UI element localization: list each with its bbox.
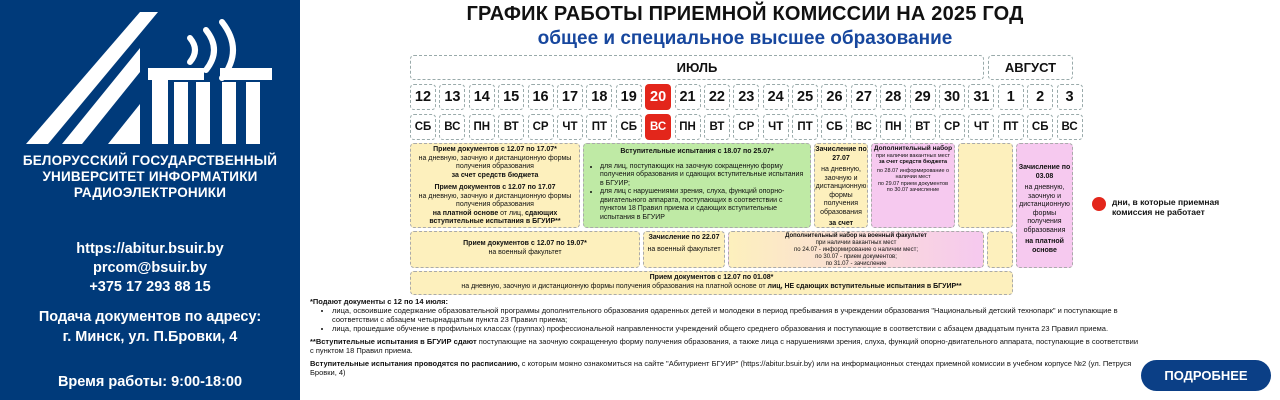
calendar-weekday: ЧТ [557, 114, 583, 140]
calendar-weekday: ВС [645, 114, 671, 140]
calendar-day: 14 [469, 84, 495, 110]
phone-number: +375 17 293 88 15 [89, 279, 211, 295]
footnote-item: • лица, освоившие содержание образовательной программы дополнительного образования одаренных детей и молодежи в период пребывания в учреждении образования "Национальный детский технопарк" и поступающие в соответствии с абзацем четырнадцатым пункта 23 Правил приема; [332, 306, 1140, 324]
block-heading: Дополнительный набор на военный факультет [785, 233, 927, 239]
entrance-exams-block [583, 143, 811, 228]
block-text-bold: на платной основе [1025, 238, 1064, 254]
block-text: по 30.07 - прием документов; [815, 254, 897, 260]
block-text: по 29.07 прием документов [877, 180, 949, 187]
calendar-spacer [958, 143, 1013, 228]
block-heading: Зачисление по 03.08 [1018, 164, 1071, 180]
calendar-day: 21 [675, 84, 701, 110]
block-text-bold: лиц, НЕ сдающих вступительные испытания в БГУИР** [767, 282, 962, 290]
month-august: АВГУСТ [988, 55, 1073, 80]
enrollment-03-block [1016, 143, 1073, 268]
military-additional-block [728, 231, 984, 268]
calendar-weekday: ВС [851, 114, 877, 140]
address-label: Подача документов по адресу: [38, 309, 262, 325]
block-heading: Прием документов с 12.07 по 01.08* [649, 274, 774, 281]
block-text: на дневную, заочную и дистанционную формы получения образования [815, 166, 867, 216]
block-text: на военный факультет [647, 245, 721, 253]
calendar-weekday: СБ [616, 114, 642, 140]
footnote-heading: Вступительные испытания проводятся по расписанию, [310, 359, 520, 368]
block-text-bold: на платной основе [432, 209, 499, 217]
calendar-day: 19 [616, 84, 642, 110]
month-july: ИЮЛЬ [410, 55, 984, 80]
paid-admission-block [410, 271, 1013, 295]
block-text: по 30.07 зачисление [886, 187, 940, 193]
calendar-day: 17 [557, 84, 583, 110]
calendar-spacer [987, 231, 1013, 268]
calendar-weekday: ВС [439, 114, 465, 140]
calendar-day: 29 [910, 84, 936, 110]
block-text-bold: сдающих вступительные испытания в БГУИР** [429, 209, 561, 225]
block-text: при наличии вакантных мест [876, 152, 950, 159]
footnote-heading: *Подают документы с 12 по 14 июля: [310, 297, 449, 306]
calendar-day: 13 [439, 84, 465, 110]
block-text-bold: за счет средств бюджета [878, 159, 948, 165]
calendar-day: 2 [1027, 84, 1053, 110]
more-details-button[interactable]: ПОДРОБНЕЕ [1141, 360, 1271, 391]
calendar-weekday: СР [528, 114, 554, 140]
block-text: на дневную, заочную и дистанционную формы получения образования на платной основе от [461, 282, 766, 290]
university-name [0, 153, 300, 201]
block-text-bold: за счет средств бюджета [451, 171, 539, 179]
block-text: по 24.07 - информирование о наличии мест; [793, 247, 919, 253]
block-text: на дневную, заочную и дистанционную формы получения образования [1019, 184, 1070, 234]
calendar-day: 28 [880, 84, 906, 110]
additional-enrollment-block [871, 143, 955, 228]
calendar-day: 30 [939, 84, 965, 110]
block-heading: Зачисление по 27.07 [815, 146, 867, 162]
military-admission-block [410, 231, 640, 268]
page-title: ГРАФИК РАБОТЫ ПРИЕМНОЙ КОМИССИИ НА 2025 ГОД [466, 3, 1024, 25]
calendar-weekday: ПН [880, 114, 906, 140]
calendar-day: 1 [998, 84, 1024, 110]
block-text: по 28.07 информирование о наличии мест [876, 167, 950, 180]
block-text: на военный факультет [488, 248, 562, 256]
block-heading: Дополнительный набор [873, 145, 953, 152]
footnote-heading: **Вступительные испытания в БГУИР сдают [310, 337, 477, 346]
calendar-day: 24 [763, 84, 789, 110]
university-name-line: РАДИОЭЛЕКТРОНИКИ [73, 185, 227, 200]
website-link[interactable]: https://abitur.bsuir.by [76, 241, 224, 257]
block-heading: Зачисление по 22.07 [648, 234, 720, 241]
working-hours: Время работы: 9:00-18:00 [57, 374, 243, 390]
block-text: при наличии вакантных мест [815, 240, 897, 246]
calendar-day: 27 [851, 84, 877, 110]
block-text: от лиц, [500, 209, 524, 217]
enrollment-27-block [814, 143, 868, 228]
block-text: по 31.07 - зачисление [825, 261, 887, 267]
calendar-day: 15 [498, 84, 524, 110]
calendar-weekday: ПН [675, 114, 701, 140]
military-enrollment-block [643, 231, 725, 268]
calendar-weekday: ВТ [704, 114, 730, 140]
footnotes [310, 297, 1140, 377]
calendar-weekday: СБ [821, 114, 847, 140]
block-heading: Прием документов с 12.07 по 17.07 [434, 184, 556, 191]
calendar-day: 22 [704, 84, 730, 110]
calendar-weekday: ВС [1057, 114, 1083, 140]
calendar-day: 20 [645, 84, 671, 110]
calendar-day: 3 [1057, 84, 1083, 110]
contacts [0, 240, 300, 297]
calendar-day: 16 [528, 84, 554, 110]
calendar-day: 31 [968, 84, 994, 110]
calendar-weekday: ПТ [998, 114, 1024, 140]
calendar-weekday: ЧТ [968, 114, 994, 140]
calendar-day: 25 [792, 84, 818, 110]
bsuir-logo-icon [22, 8, 278, 150]
calendar-weekday: ЧТ [763, 114, 789, 140]
calendar-day: 23 [733, 84, 759, 110]
calendar-weekday: СР [733, 114, 759, 140]
weekdays-row [410, 114, 1083, 140]
email-link[interactable]: prcom@bsuir.by [92, 260, 208, 276]
calendar-day: 12 [410, 84, 436, 110]
calendar-weekday: ПТ [586, 114, 612, 140]
legend-text: дни, в которые приемная комиссия не работает [1112, 197, 1220, 217]
footnote-item: • лица, прошедшие обучение в профильных классах (группах) профессиональной направленности учреждений общего среднего образования и поступающие в соответствии с абзацем двадцатым пункта 23 Правил приема. [332, 324, 1140, 333]
list-item: • для лиц, поступающих на заочную сокращенную форму получения образования и сдающих вступительные испытания в БГУИР; [600, 163, 806, 189]
block-heading: Вступительные испытания с 18.07 по 25.07* [620, 148, 774, 155]
calendar-day: 26 [821, 84, 847, 110]
budget-admission-block [410, 143, 580, 228]
left-panel [0, 0, 300, 400]
calendar-weekday: ПТ [792, 114, 818, 140]
list-item: • для лиц с нарушениями зрения, слуха, функций опорно-двигательного аппарата, поступающих в соответствии с пунктом 18 Правил приема и сдающих вступительные испытания в БГУИР [600, 188, 806, 222]
university-name-line: БЕЛОРУССКИЙ ГОСУДАРСТВЕННЫЙ [22, 153, 278, 168]
block-heading: Прием документов с 12.07 по 19.07* [463, 240, 587, 247]
closed-day-legend-icon [1092, 197, 1106, 211]
address [0, 307, 300, 347]
university-name-line: УНИВЕРСИТЕТ ИНФОРМАТИКИ [42, 169, 258, 184]
calendar-day: 18 [586, 84, 612, 110]
block-text: на дневную, заочную и дистанционную формы получения образования [418, 154, 572, 170]
page-subtitle: общее и специальное высшее образование [537, 28, 953, 49]
days-row [410, 84, 1083, 110]
calendar-weekday: ПН [469, 114, 495, 140]
footnote-text: поступающие на заочную сокращенную форму получения образования, а также лица с нарушениями зрения, слуха, функций опорно-двигательного аппарата, поступающие в соответствии с пунктом 18 Правил приема. [310, 337, 1139, 355]
calendar-weekday: ВТ [498, 114, 524, 140]
block-text-bold: за счет [828, 220, 854, 227]
block-text: на дневную, заочную и дистанционную формы получения образования [418, 192, 572, 208]
address-text: г. Минск, ул. П.Бровки, 4 [62, 329, 238, 345]
calendar-weekday: СБ [410, 114, 436, 140]
calendar-weekday: СР [939, 114, 965, 140]
calendar-weekday: СБ [1027, 114, 1053, 140]
block-heading: Прием документов с 12.07 по 17.07* [433, 146, 557, 153]
footnote-text: с которым можно ознакомиться на сайте "Абитуриент БГУИР" (https://abitur.bsuir.by) или на информационных стендах приемной комиссии в учебном корпусе №2 (ул. Петруся Бровки, 4) [310, 359, 1132, 377]
calendar-weekday: ВТ [910, 114, 936, 140]
